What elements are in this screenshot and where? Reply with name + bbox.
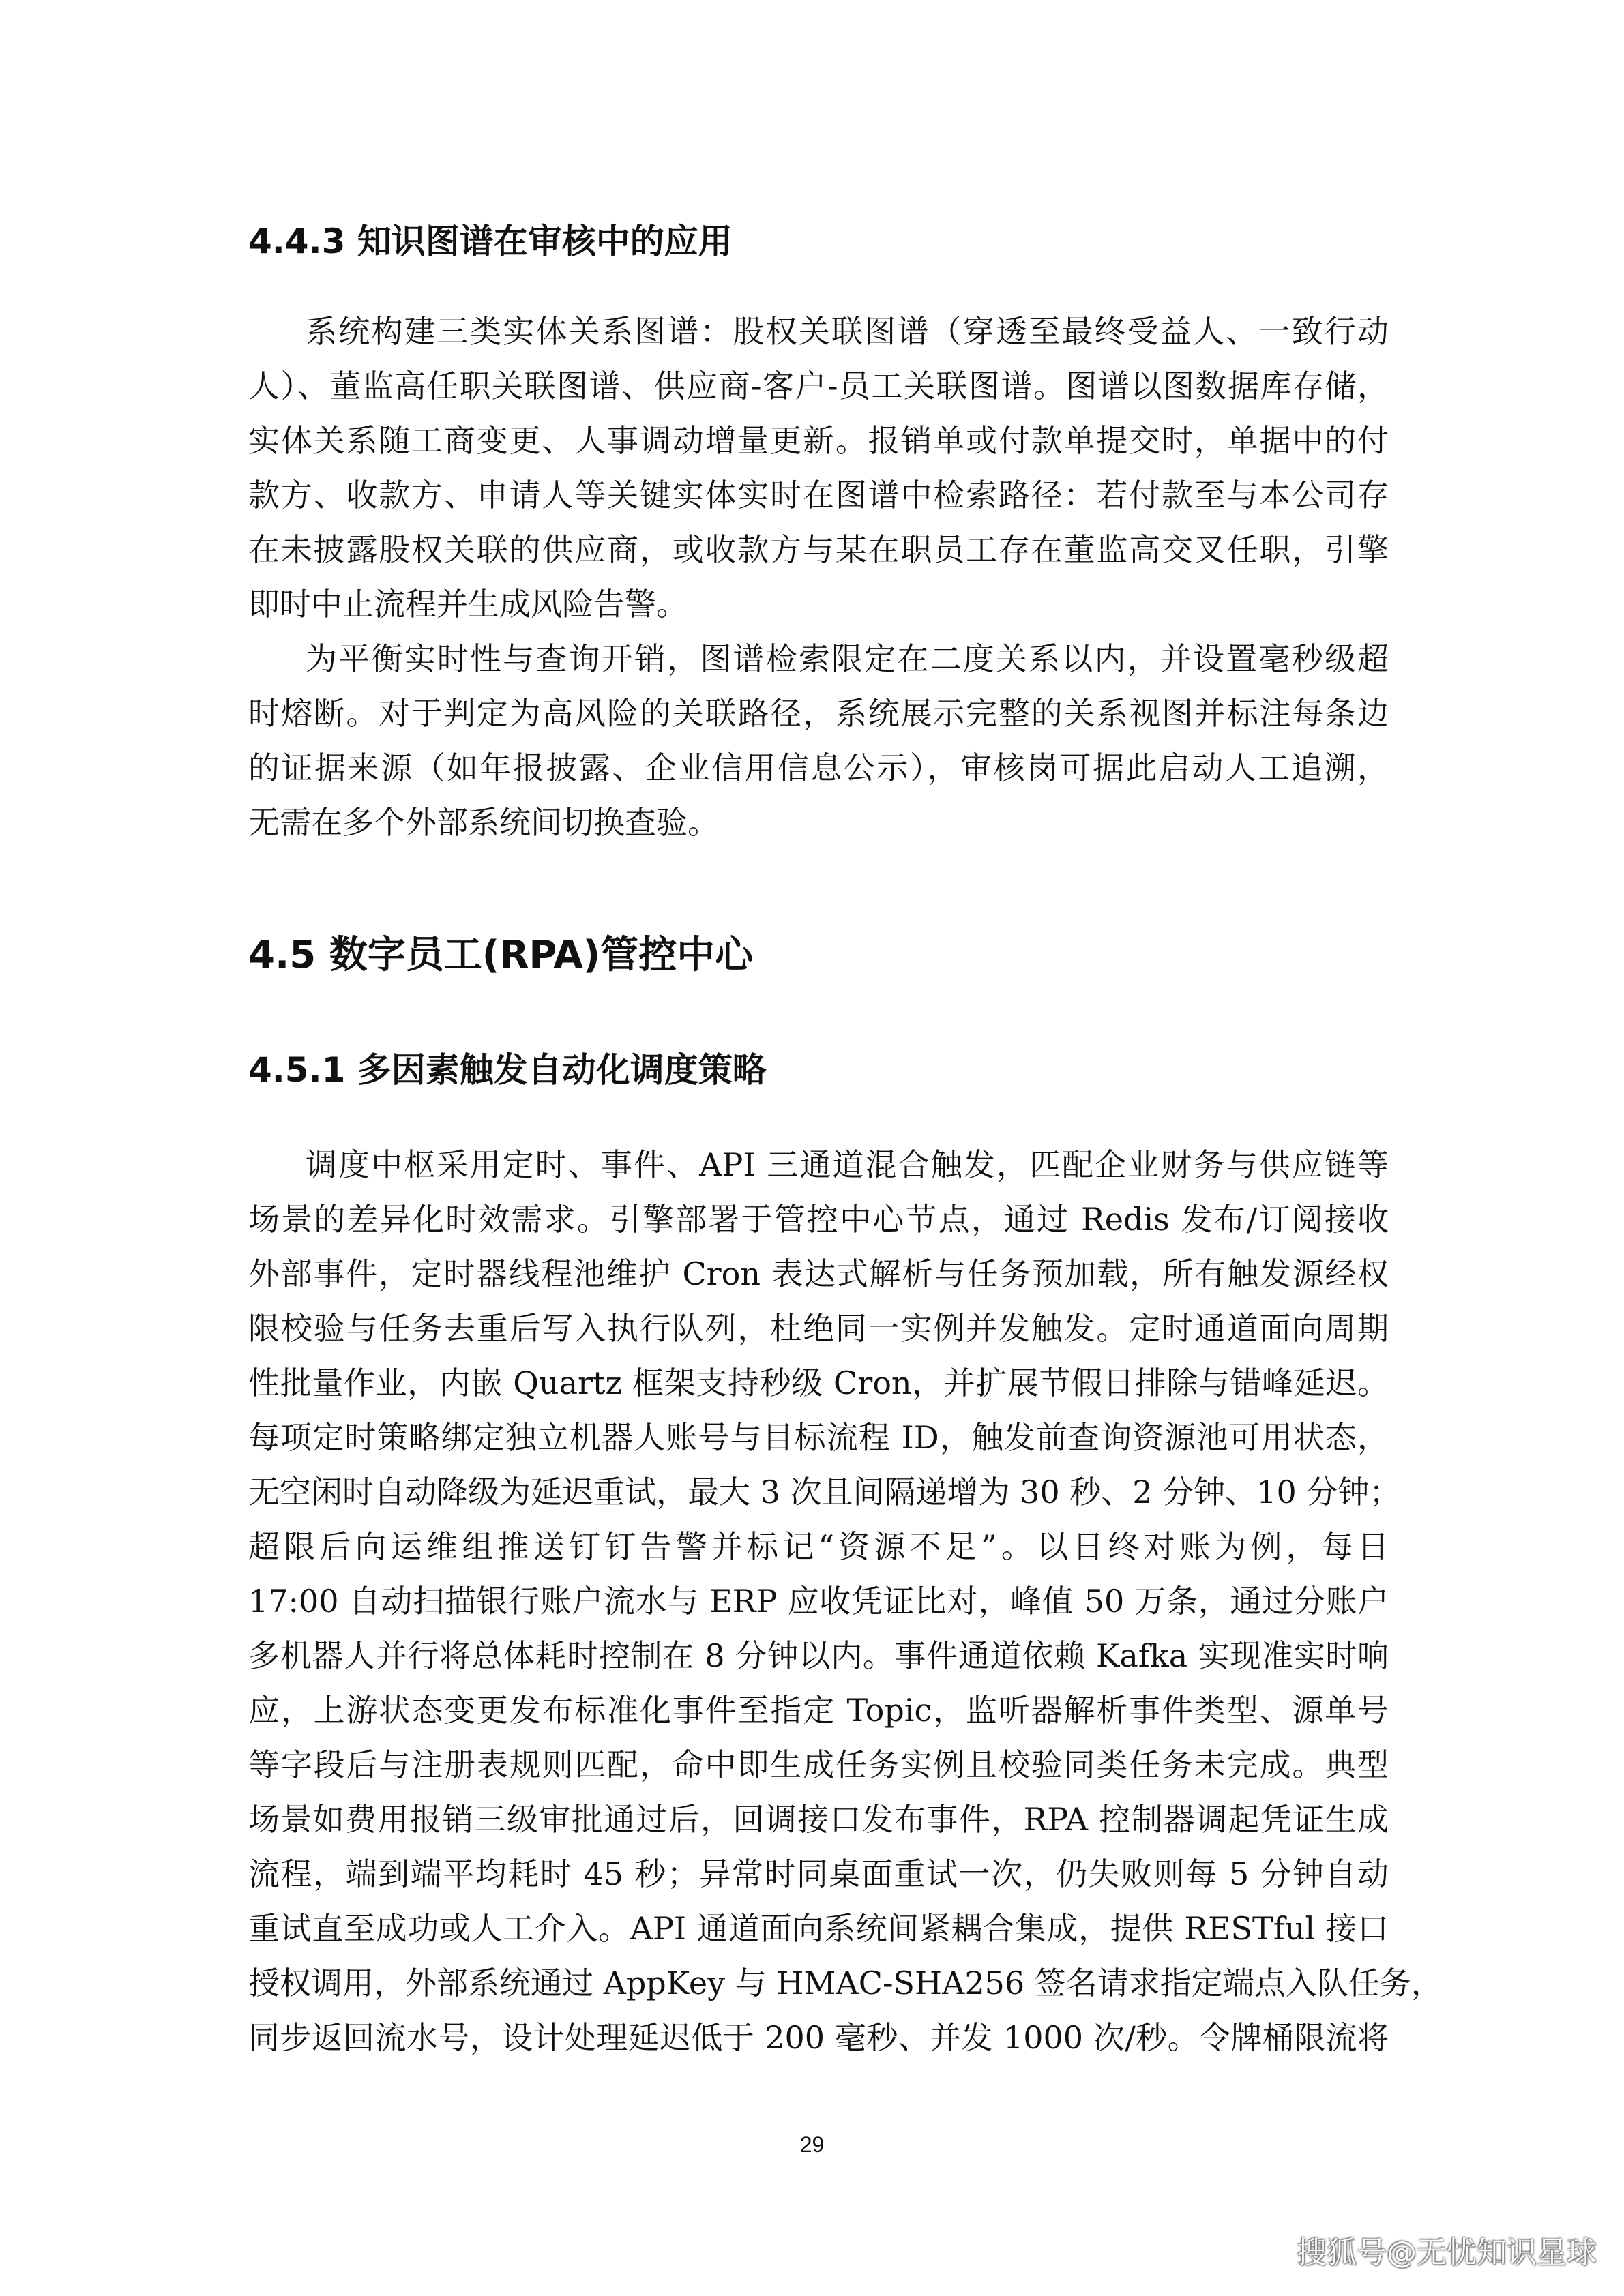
text-line: 无需在多个外部系统间切换查验。 [248, 804, 719, 841]
text-line: 应，上游状态变更发布标准化事件至指定 Topic，监听器解析事件类型、源单号 [248, 1692, 1389, 1729]
text-line: 同步返回流水号，设计处理延迟低于 200 毫秒、并发 1000 次/秒。令牌桶限流将 [248, 2019, 1389, 2056]
text-line: 实体关系随工商变更、人事调动增量更新。报销单或付款单提交时，单据中的付 [248, 422, 1389, 459]
text-line: 场景的差异化时效需求。引擎部署于管控中心节点，通过 Redis 发布/订阅接收 [248, 1201, 1389, 1238]
text-line: 17:00 自动扫描银行账户流水与 ERP 应收凭证比对，峰值 50 万条，通过分账户 [248, 1583, 1389, 1620]
text-line: 为平衡实时性与查询开销，图谱检索限定在二度关系以内，并设置毫秒级超 [306, 640, 1389, 677]
text-line: 款方、收款方、申请人等关键实体实时在图谱中检索路径：若付款至与本公司存 [248, 477, 1389, 513]
text-line: 场景如费用报销三级审批通过后，回调接口发布事件，RPA 控制器调起凭证生成 [248, 1801, 1389, 1838]
text-line: 调度中枢采用定时、事件、API 三通道混合触发，匹配企业财务与供应链等 [306, 1146, 1389, 1183]
paragraph-4-5-1-1 [248, 1137, 1443, 2065]
watermark-text: 搜狐号@无忧知识星球 [1297, 2235, 1597, 2270]
section-heading-4-4-3: 4.4.3 知识图谱在审核中的应用 [248, 222, 733, 261]
paragraph-4-4-3-1 [248, 304, 1389, 631]
text-line: 每项定时策略绑定独立机器人账号与目标流程 ID，触发前查询资源池可用状态， [248, 1419, 1389, 1456]
page-number: 29 [799, 2132, 825, 2157]
text-line: 性批量作业，内嵌 Quartz 框架支持秒级 Cron，并扩展节假日排除与错峰延迟。 [248, 1365, 1389, 1401]
text-line: 人）、董监高任职关联图谱、供应商-客户-员工关联图谱。图谱以图数据库存储， [248, 368, 1389, 404]
text-line: 外部事件，定时器线程池维护 Cron 表达式解析与任务预加载，所有触发源经权 [248, 1255, 1389, 1292]
text-line: 时熔断。对于判定为高风险的关联路径，系统展示完整的关系视图并标注每条边 [248, 695, 1389, 732]
section-heading-4-5-1: 4.5.1 多因素触发自动化调度策略 [248, 1050, 767, 1090]
paragraph-4-4-3-2 [248, 631, 1389, 850]
section-heading-4-5: 4.5 数字员工(RPA)管控中心 [248, 933, 754, 977]
text-line: 限校验与任务去重后写入执行队列，杜绝同一实例并发触发。定时通道面向周期 [248, 1310, 1389, 1347]
text-line: 授权调用，外部系统通过 AppKey 与 HMAC-SHA256 签名请求指定端点入队任务， [248, 1965, 1443, 2001]
text-line: 流程，端到端平均耗时 45 秒；异常时同桌面重试一次，仍失败则每 5 分钟自动 [248, 1855, 1389, 1892]
text-line: 多机器人并行将总体耗时控制在 8 分钟以内。事件通道依赖 Kafka 实现准实时响 [248, 1637, 1389, 1674]
text-line: 无空闲时自动降级为延迟重试，最大 3 次且间隔递增为 30 秒、2 分钟、10 分钟； [248, 1474, 1401, 1510]
text-line: 重试直至成功或人工介入。API 通道面向系统间紧耦合集成，提供 RESTful 接口 [248, 1910, 1389, 1947]
text-line: 的证据来源（如年报披露、企业信用信息公示），审核岗可据此启动人工追溯， [248, 749, 1389, 786]
text-line: 系统构建三类实体关系图谱：股权关联图谱（穿透至最终受益人、一致行动 [306, 313, 1389, 350]
text-line: 即时中止流程并生成风险告警。 [248, 586, 688, 623]
text-line: 在未披露股权关联的供应商，或收款方与某在职员工存在董监高交叉任职，引擎 [248, 531, 1389, 568]
text-line: 等字段后与注册表规则匹配，命中即生成任务实例且校验同类任务未完成。典型 [248, 1746, 1389, 1783]
text-line: 超限后向运维组推送钉钉告警并标记“资源不足”。以日终对账为例，每日 [248, 1528, 1389, 1565]
